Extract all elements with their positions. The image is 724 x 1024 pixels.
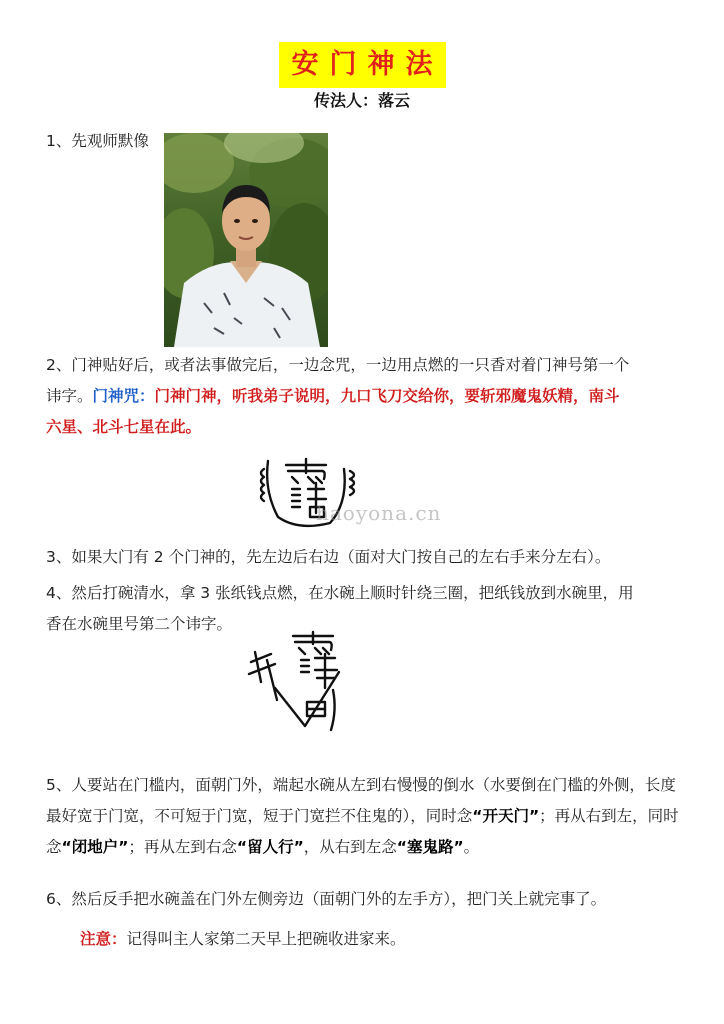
- master-portrait-photo: [164, 133, 328, 347]
- step-5-text-1: 5、人要站在门槛内，面朝门外，端起水碗从左到右慢慢的倒水（水要倒在门槛的外侧，长度最好宽于门宽，不可短于门宽，短于门宽拦不住鬼的），同时念: [46, 776, 676, 825]
- step-4: [46, 578, 686, 640]
- step-5-text-4: ，从右到左念: [303, 838, 397, 856]
- incantation-text-part-2: 六星、北斗七星在此。: [46, 418, 202, 436]
- note-text: 记得叫主人家第二天早上把碗收进家来。: [126, 930, 406, 948]
- step-5: [46, 770, 686, 863]
- step-5-text-3: ；再从左到右念: [128, 838, 237, 856]
- page-title: 安门神法: [279, 42, 446, 88]
- title-wrapper: [0, 42, 724, 88]
- step-5-text-5: 。: [463, 838, 480, 856]
- step-2-line-2: [46, 381, 686, 412]
- step-5-keyword-open-heaven-gate: “开天门”: [472, 807, 540, 825]
- step-6: 6、然后反手把水碗盖在门外左侧旁边（面朝门外的左手方），把门关上就完事了。: [46, 890, 607, 908]
- step-5-keyword-block-ghost-road: “塞鬼路”: [396, 838, 464, 856]
- step-3: 3、如果大门有 2 个门神的，先左边后右边（面对大门按自己的左右手来分左右）。: [46, 548, 611, 566]
- step-2-line-2-prefix: 讳字。: [46, 387, 93, 405]
- step-4-line-2: 香在水碗里号第二个讳字。: [46, 615, 233, 633]
- watermark: haoyona.cn: [316, 501, 442, 525]
- step-1: 1、先观师默像: [46, 132, 149, 150]
- note: [80, 928, 406, 950]
- incantation-text-part-1: 门神门神，听我弟子说明，九口飞刀交给你，要斩邪魔鬼妖精，南斗: [154, 387, 620, 405]
- note-label: 注意：: [80, 930, 127, 948]
- step-2-line-1: 2、门神贴好后，或者法事做完后，一边念咒，一边用点燃的一只香对着门神号第一个: [46, 356, 630, 374]
- step-5-keyword-let-people-pass: “留人行”: [236, 838, 304, 856]
- author-line: 传法人：落云: [313, 91, 410, 110]
- step-2: [46, 350, 686, 443]
- step-4-line-1: 4、然后打碗清水，拿 3 张纸钱点燃，在水碗上顺时针绕三圈，把纸钱放到水碗里，用: [46, 584, 634, 602]
- step-5-keyword-close-earth-door: “闭地户”: [61, 838, 129, 856]
- talisman-2-drawing: [245, 630, 365, 735]
- incantation-label: 门神咒：: [92, 387, 155, 405]
- step-5-text-2: ；再从右到左，同时念: [46, 807, 679, 856]
